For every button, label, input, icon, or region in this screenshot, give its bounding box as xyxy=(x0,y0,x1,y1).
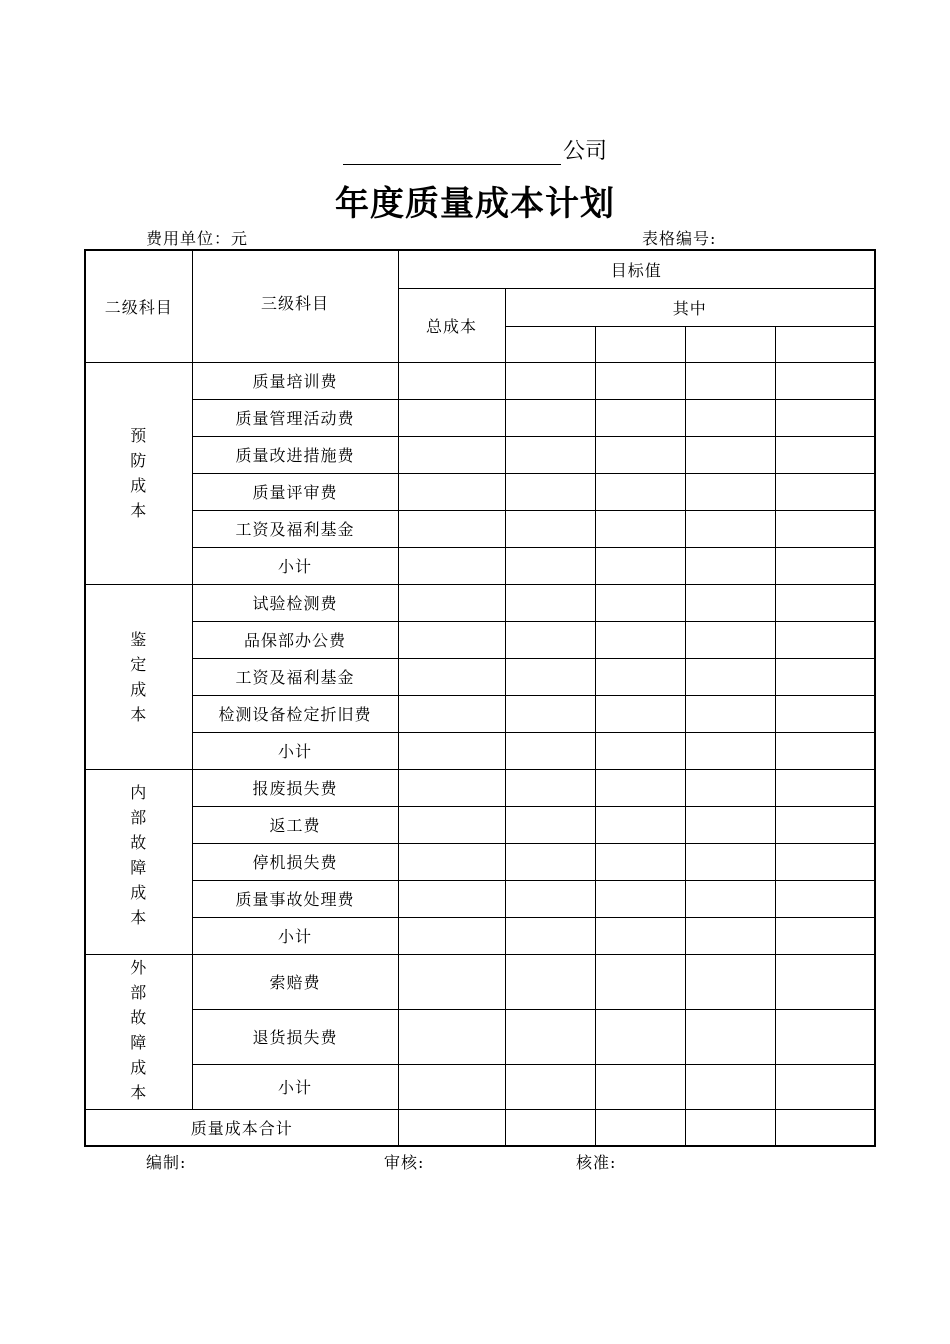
page-title: 年度质量成本计划 xyxy=(335,184,615,224)
category-char: 成 xyxy=(130,679,148,699)
row-value-cell-5[interactable] xyxy=(775,473,875,510)
table-row xyxy=(85,362,875,399)
row-value-cell-3[interactable] xyxy=(595,510,685,547)
row-value-cell-1[interactable] xyxy=(398,806,505,843)
subject-item-cell: 质量改进措施费 xyxy=(192,436,398,473)
row-value-cell-4[interactable] xyxy=(685,362,775,399)
category-cell xyxy=(85,584,192,769)
row-value-cell-2[interactable] xyxy=(505,510,595,547)
subject-item-cell: 工资及福利基金 xyxy=(192,658,398,695)
row-value-cell-2[interactable] xyxy=(505,399,595,436)
row-value-cell-5[interactable] xyxy=(775,362,875,399)
row-value-cell-1[interactable] xyxy=(398,547,505,584)
prepared-by-label: 编制: xyxy=(146,1153,187,1172)
grand-total-row xyxy=(85,1109,875,1146)
row-value-cell-3[interactable] xyxy=(595,1009,685,1064)
row-value-cell-2[interactable] xyxy=(505,547,595,584)
row-value-cell-1[interactable] xyxy=(398,621,505,658)
table-row xyxy=(85,880,875,917)
subject-item-cell: 索赔费 xyxy=(192,954,398,1009)
subject-item-cell: 品保部办公费 xyxy=(192,621,398,658)
category-char: 部 xyxy=(130,807,148,827)
category-char: 本 xyxy=(130,704,148,724)
subject-item-cell: 小计 xyxy=(192,547,398,584)
row-value-cell-2[interactable] xyxy=(505,695,595,732)
row-value-cell-3[interactable] xyxy=(595,621,685,658)
grand-total-value-cell-2[interactable] xyxy=(505,1109,595,1146)
row-value-cell-4[interactable] xyxy=(685,954,775,1009)
row-value-cell-4[interactable] xyxy=(685,584,775,621)
header-total-cost: 总成本 xyxy=(398,288,505,362)
row-value-cell-4[interactable] xyxy=(685,436,775,473)
row-value-cell-4[interactable] xyxy=(685,769,775,806)
table-row xyxy=(85,843,875,880)
row-value-cell-1[interactable] xyxy=(398,769,505,806)
row-value-cell-4[interactable] xyxy=(685,399,775,436)
category-char: 成 xyxy=(130,1057,148,1077)
grand-total-label: 质量成本合计 xyxy=(85,1109,398,1146)
subject-item-cell: 质量评审费 xyxy=(192,473,398,510)
subject-item-cell: 工资及福利基金 xyxy=(192,510,398,547)
subject-item-cell: 小计 xyxy=(192,732,398,769)
row-value-cell-5[interactable] xyxy=(775,436,875,473)
table-row xyxy=(85,1064,875,1109)
table-row xyxy=(85,806,875,843)
category-char: 本 xyxy=(130,501,148,520)
row-value-cell-1[interactable] xyxy=(398,1064,505,1109)
row-value-cell-3[interactable] xyxy=(595,1064,685,1109)
table-row xyxy=(85,732,875,769)
category-char: 外 xyxy=(130,957,148,977)
row-value-cell-5[interactable] xyxy=(775,547,875,584)
row-value-cell-2[interactable] xyxy=(505,362,595,399)
row-value-cell-2[interactable] xyxy=(505,806,595,843)
row-value-cell-2[interactable] xyxy=(505,917,595,954)
table-row xyxy=(85,510,875,547)
row-value-cell-5[interactable] xyxy=(775,769,875,806)
row-value-cell-4[interactable] xyxy=(685,917,775,954)
subject-item-cell: 报废损失费 xyxy=(192,769,398,806)
table-row xyxy=(85,954,875,1009)
row-value-cell-2[interactable] xyxy=(505,473,595,510)
subject-item-cell: 小计 xyxy=(192,917,398,954)
category-cell xyxy=(85,954,192,1109)
category-char: 本 xyxy=(130,907,148,927)
table-row xyxy=(85,917,875,954)
row-value-cell-2[interactable] xyxy=(505,584,595,621)
row-value-cell-5[interactable] xyxy=(775,695,875,732)
table-row xyxy=(85,621,875,658)
row-value-cell-4[interactable] xyxy=(685,880,775,917)
row-value-cell-5[interactable] xyxy=(775,584,875,621)
table-row xyxy=(85,1009,875,1064)
category-char: 本 xyxy=(130,1082,148,1102)
company-name-blank[interactable] xyxy=(343,140,561,165)
row-value-cell-3[interactable] xyxy=(595,362,685,399)
row-value-cell-3[interactable] xyxy=(595,917,685,954)
approved-by-label: 核准: xyxy=(576,1153,617,1172)
row-value-cell-4[interactable] xyxy=(685,732,775,769)
row-value-cell-2[interactable] xyxy=(505,954,595,1009)
row-value-cell-5[interactable] xyxy=(775,621,875,658)
subject-item-cell: 质量管理活动费 xyxy=(192,399,398,436)
subject-item-cell: 返工费 xyxy=(192,806,398,843)
row-value-cell-1[interactable] xyxy=(398,880,505,917)
row-value-cell-3[interactable] xyxy=(595,399,685,436)
category-char: 成 xyxy=(130,476,148,495)
company-name-line xyxy=(0,134,950,165)
row-value-cell-5[interactable] xyxy=(775,1009,875,1064)
row-value-cell-4[interactable] xyxy=(685,843,775,880)
row-value-cell-5[interactable] xyxy=(775,843,875,880)
category-char: 定 xyxy=(130,654,148,674)
table-row xyxy=(85,695,875,732)
row-value-cell-4[interactable] xyxy=(685,547,775,584)
row-value-cell-3[interactable] xyxy=(595,473,685,510)
row-value-cell-1[interactable] xyxy=(398,843,505,880)
row-value-cell-1[interactable] xyxy=(398,695,505,732)
subject-item-cell: 退货损失费 xyxy=(192,1009,398,1064)
grand-total-value-cell-3[interactable] xyxy=(595,1109,685,1146)
category-char: 障 xyxy=(130,1032,148,1052)
table-row xyxy=(85,584,875,621)
category-char: 障 xyxy=(130,857,148,877)
row-value-cell-1[interactable] xyxy=(398,473,505,510)
category-cell xyxy=(85,362,192,584)
row-value-cell-4[interactable] xyxy=(685,621,775,658)
grand-total-value-cell-1[interactable] xyxy=(398,1109,505,1146)
row-value-cell-3[interactable] xyxy=(595,695,685,732)
header-sub-column-1 xyxy=(505,326,595,362)
header-level2-subject: 二级科目 xyxy=(85,250,192,362)
row-value-cell-5[interactable] xyxy=(775,658,875,695)
row-value-cell-1[interactable] xyxy=(398,399,505,436)
row-value-cell-3[interactable] xyxy=(595,954,685,1009)
company-suffix: 公司 xyxy=(562,139,607,164)
row-value-cell-1[interactable] xyxy=(398,1009,505,1064)
category-char: 防 xyxy=(130,451,148,470)
header-of-which: 其中 xyxy=(505,288,875,326)
row-value-cell-1[interactable] xyxy=(398,658,505,695)
reviewed-by-label: 审核: xyxy=(384,1153,425,1172)
subject-item-cell: 试验检测费 xyxy=(192,584,398,621)
row-value-cell-2[interactable] xyxy=(505,658,595,695)
category-char: 故 xyxy=(130,1007,148,1027)
row-value-cell-1[interactable] xyxy=(398,510,505,547)
row-value-cell-4[interactable] xyxy=(685,473,775,510)
row-value-cell-1[interactable] xyxy=(398,732,505,769)
category-char: 内 xyxy=(130,782,148,802)
row-value-cell-5[interactable] xyxy=(775,806,875,843)
header-sub-column-4 xyxy=(775,326,875,362)
row-value-cell-2[interactable] xyxy=(505,621,595,658)
quality-cost-table xyxy=(84,249,876,1147)
row-value-cell-2[interactable] xyxy=(505,732,595,769)
header-sub-column-2 xyxy=(595,326,685,362)
row-value-cell-4[interactable] xyxy=(685,658,775,695)
row-value-cell-3[interactable] xyxy=(595,436,685,473)
row-value-cell-3[interactable] xyxy=(595,843,685,880)
row-value-cell-5[interactable] xyxy=(775,732,875,769)
row-value-cell-1[interactable] xyxy=(398,436,505,473)
category-char: 预 xyxy=(130,426,148,445)
row-value-cell-1[interactable] xyxy=(398,917,505,954)
row-value-cell-1[interactable] xyxy=(398,954,505,1009)
row-value-cell-4[interactable] xyxy=(685,695,775,732)
row-value-cell-3[interactable] xyxy=(595,584,685,621)
row-value-cell-4[interactable] xyxy=(685,1009,775,1064)
table-row xyxy=(85,436,875,473)
row-value-cell-3[interactable] xyxy=(595,547,685,584)
header-target-value: 目标值 xyxy=(398,250,875,288)
row-value-cell-5[interactable] xyxy=(775,954,875,1009)
form-number-label: 表格编号: xyxy=(642,229,717,248)
row-value-cell-3[interactable] xyxy=(595,806,685,843)
row-value-cell-3[interactable] xyxy=(595,732,685,769)
row-value-cell-5[interactable] xyxy=(775,917,875,954)
table-row xyxy=(85,658,875,695)
row-value-cell-2[interactable] xyxy=(505,1009,595,1064)
category-cell xyxy=(85,769,192,954)
subject-item-cell: 质量事故处理费 xyxy=(192,880,398,917)
cost-unit-label: 费用单位：元 xyxy=(146,229,249,248)
table-row xyxy=(85,399,875,436)
row-value-cell-2[interactable] xyxy=(505,769,595,806)
table-row xyxy=(85,769,875,806)
grand-total-value-cell-5[interactable] xyxy=(775,1109,875,1146)
row-value-cell-5[interactable] xyxy=(775,880,875,917)
table-row xyxy=(85,547,875,584)
row-value-cell-4[interactable] xyxy=(685,1064,775,1109)
row-value-cell-5[interactable] xyxy=(775,399,875,436)
table-row xyxy=(85,473,875,510)
row-value-cell-2[interactable] xyxy=(505,436,595,473)
subject-item-cell: 质量培训费 xyxy=(192,362,398,399)
row-value-cell-2[interactable] xyxy=(505,880,595,917)
row-value-cell-3[interactable] xyxy=(595,769,685,806)
row-value-cell-4[interactable] xyxy=(685,806,775,843)
row-value-cell-5[interactable] xyxy=(775,1064,875,1109)
row-value-cell-3[interactable] xyxy=(595,658,685,695)
header-sub-column-3 xyxy=(685,326,775,362)
header-level3-subject: 三级科目 xyxy=(192,250,398,362)
grand-total-value-cell-4[interactable] xyxy=(685,1109,775,1146)
row-value-cell-5[interactable] xyxy=(775,510,875,547)
category-char: 成 xyxy=(130,882,148,902)
row-value-cell-2[interactable] xyxy=(505,1064,595,1109)
row-value-cell-3[interactable] xyxy=(595,880,685,917)
category-char: 故 xyxy=(130,832,148,852)
row-value-cell-1[interactable] xyxy=(398,362,505,399)
subject-item-cell: 停机损失费 xyxy=(192,843,398,880)
row-value-cell-1[interactable] xyxy=(398,584,505,621)
row-value-cell-4[interactable] xyxy=(685,510,775,547)
row-value-cell-2[interactable] xyxy=(505,843,595,880)
category-char: 鉴 xyxy=(130,629,148,649)
category-char: 部 xyxy=(130,982,148,1002)
subject-item-cell: 检测设备检定折旧费 xyxy=(192,695,398,732)
subject-item-cell: 小计 xyxy=(192,1064,398,1109)
